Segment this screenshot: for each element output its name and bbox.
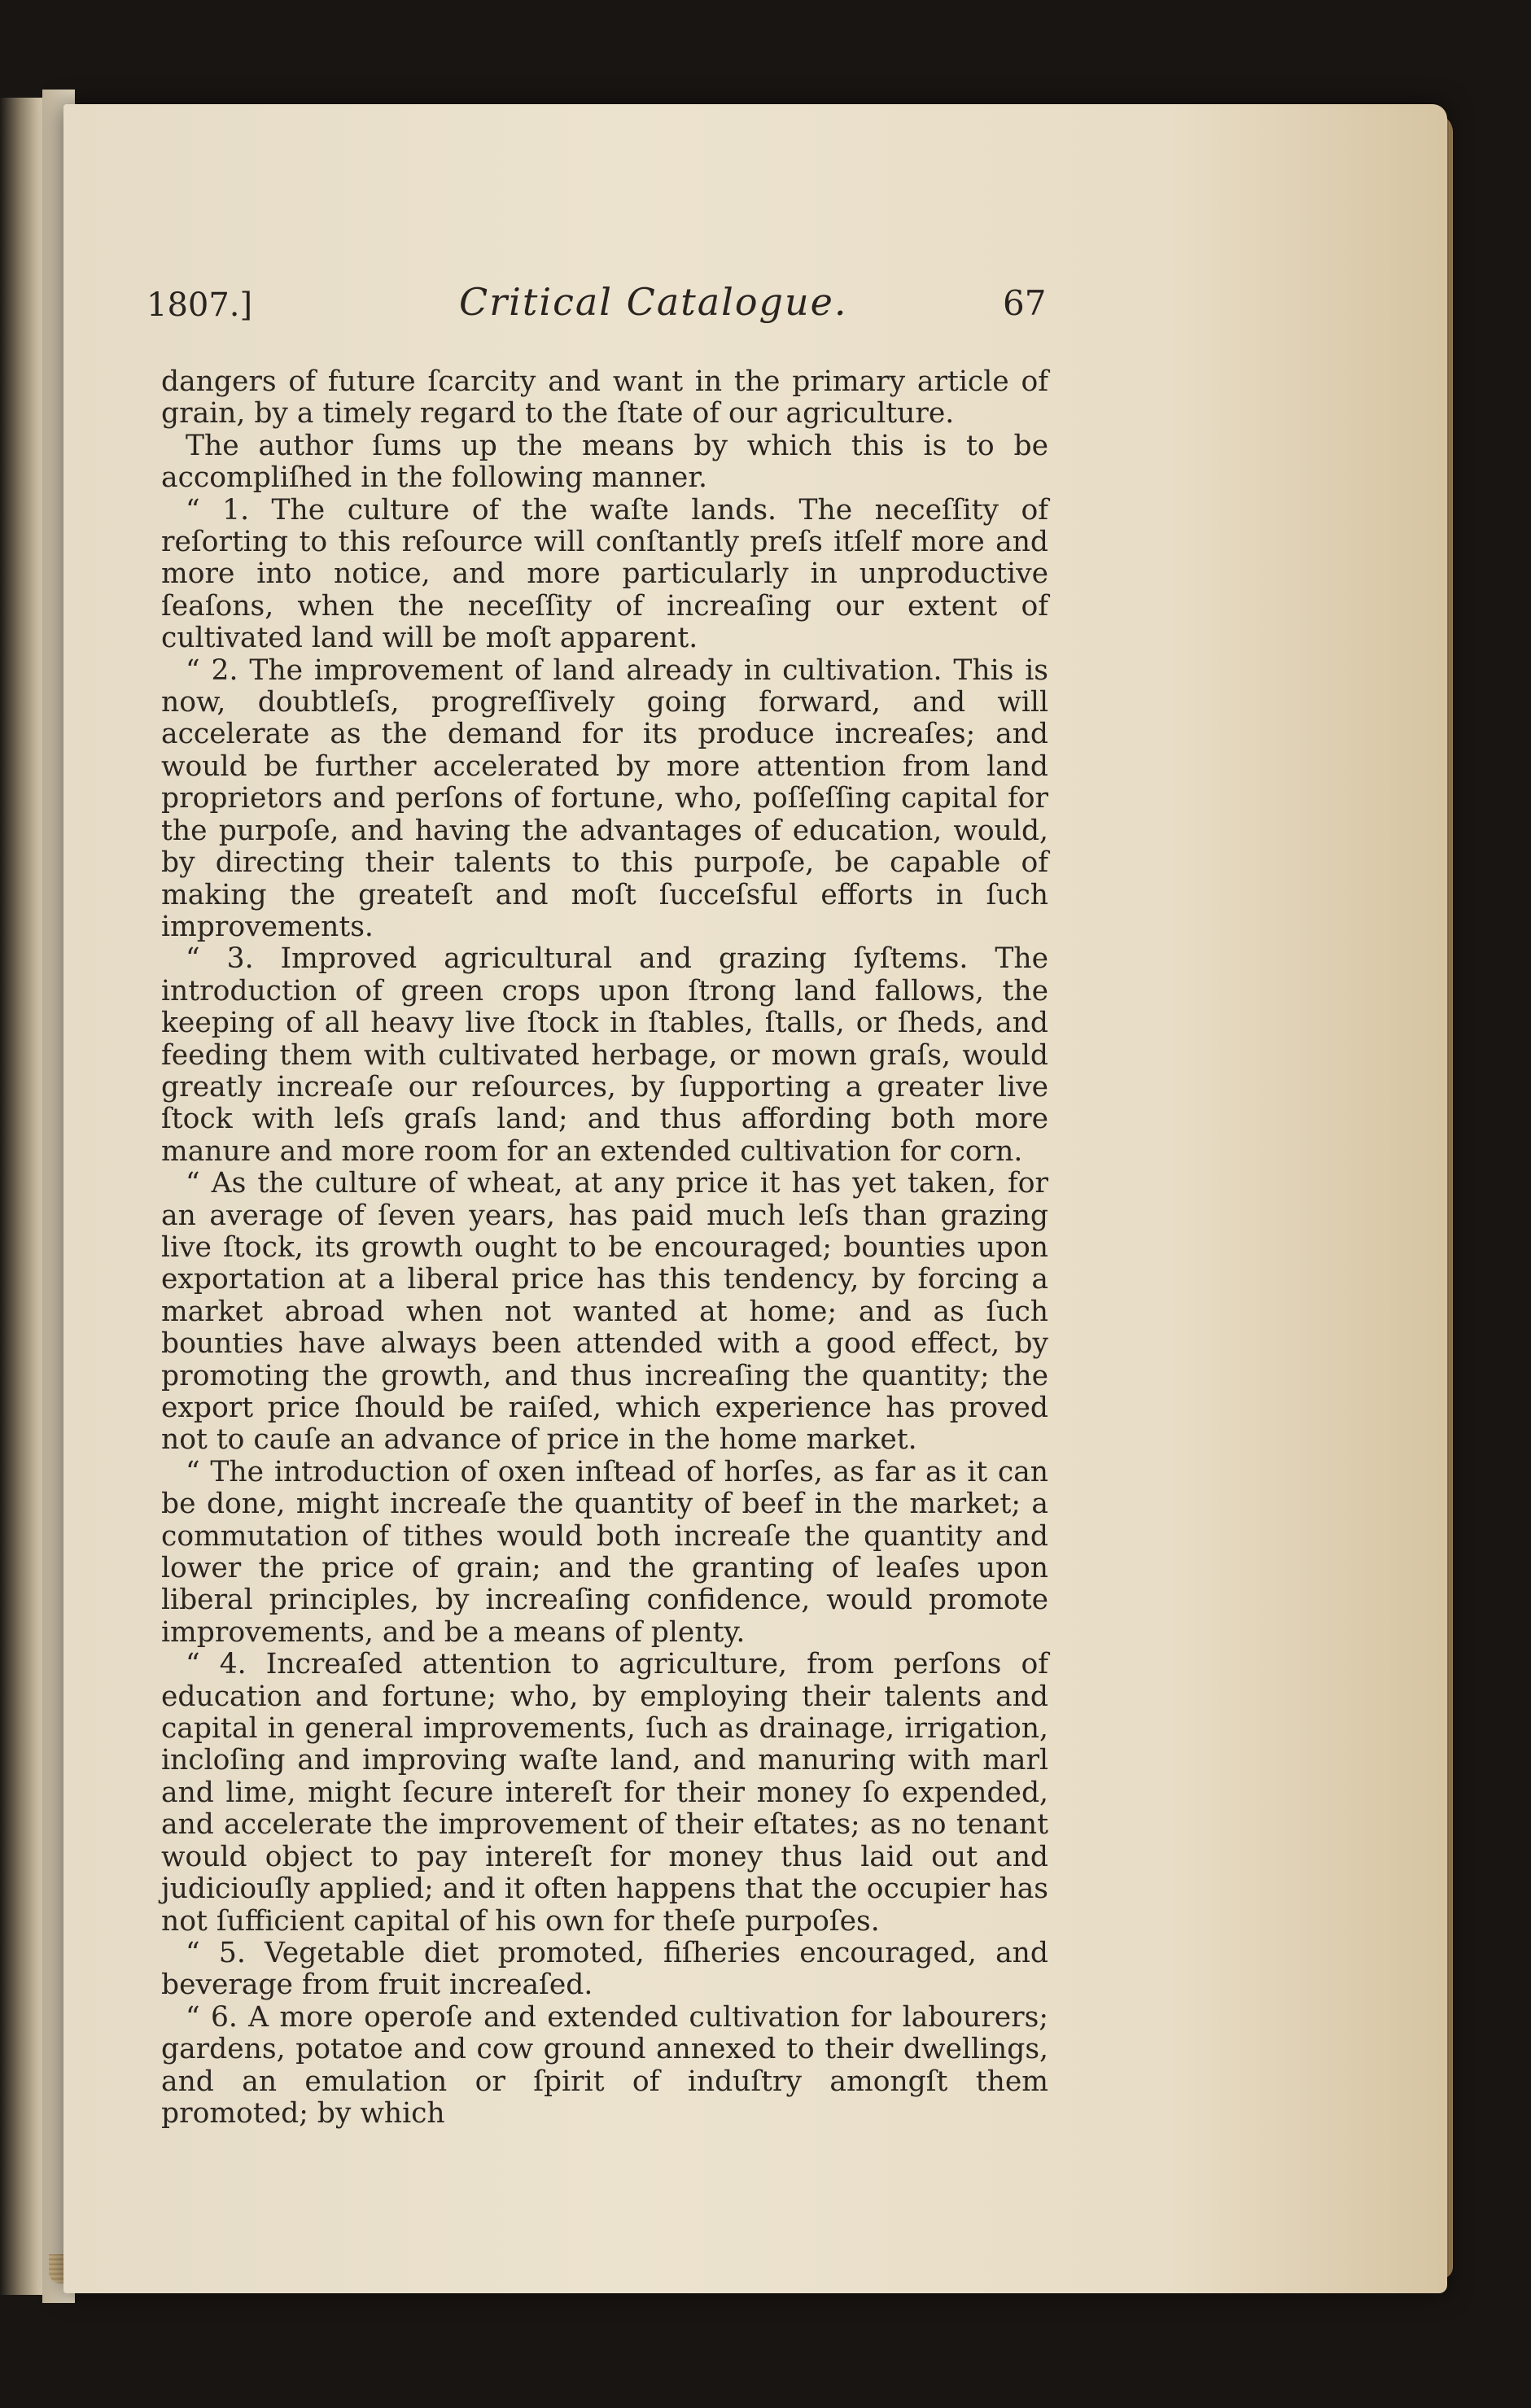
paragraph: The author ſums up the means by which this is to be accompliſhed in the following manner. bbox=[161, 429, 1048, 495]
paragraph: “ As the culture of wheat, at any price it has yet taken, for an average of ſeven years, has paid much leſs than grazing live ſtock, its growth ought to be encouraged; bounties upon exportation at a liberal price has this tendency, by forcing a market abroad when not wanted at home; and as ſuch bounties have always been attended with a good effect, by promoting the growth, and thus increaſing the quantity; the export price ſhould be raiſed, which experience has proved not to cauſe an advance of price in the home market. bbox=[161, 1167, 1048, 1457]
paragraph: “ 6. A more operoſe and extended cultivation for labourers; gardens, potatoe and cow ground annexed to their dwellings, and an emulation or ſpirit of induſtry amongſt them promoted; by which bbox=[161, 2000, 1048, 2130]
running-header bbox=[147, 280, 1047, 343]
paragraph: “ 2. The improvement of land already in cultivation. This is now, doubtleſs, progreſſively going forward, and will accelerate as the demand for its produce increaſes; and would be further accelerated by more attention from land proprietors and perſons of fortune, who, poſſeſſing capital for the purpoſe, and having the advantages of education, would, by directing their talents to this purpoſe, be capable of making the greateſt and moſt ſucceſsful efforts in ſuch improvements. bbox=[161, 653, 1048, 943]
header-year: 1807.] bbox=[147, 286, 253, 324]
paragraph: “ 4. Increaſed attention to agriculture, from perſons of education and fortune; who, by employing their talents and capital in general improvements, ſuch as drainage, irrigation, incloſing and improving waſte land, and manuring with marl and lime, might ſecure intereſt for their money ſo expended, and accelerate the improvement of their eſtates; as no tenant would object to pay intereſt for money thus laid out and judiciouſly applied; and it often happens that the occupier has not ſufficient capital of his own for theſe purpoſes. bbox=[161, 1648, 1048, 1938]
paragraph: “ 1. The culture of the waſte lands. The neceſſity of reſorting to this reſource will conſtantly preſs itſelf more and more into notice, and more particularly in unproductive ſeaſons, when the neceſſity of increaſing our extent of cultivated land will be moſt apparent. bbox=[161, 493, 1048, 655]
page-number: 67 bbox=[1003, 283, 1047, 323]
facing-page-edge bbox=[0, 98, 47, 2295]
paragraph: “ The introduction of oxen inſtead of horſes, as far as it can be done, might increaſe the quantity of beef in the market; a commutation of tithes would both increaſe the quantity and lower the price of grain; and the granting of leaſes upon liberal principles, by increaſing confidence, would promote improvements, and be a means of plenty. bbox=[161, 1455, 1048, 1649]
body-text bbox=[161, 366, 1048, 2130]
paragraph: “ 3. Improved agricultural and grazing ſyſtems. The introduction of green crops upon ſtrong land fallows, the keeping of all heavy live ſtock in ſtables, ſtalls, or ſheds, and feeding them with cultivated herbage, or mown graſs, would greatly increaſe our reſources, by ſupporting a greater live ſtock with leſs graſs land; and thus affording both more manure and more room for an extended cultivation for corn. bbox=[161, 942, 1048, 1168]
header-title: Critical Catalogue. bbox=[459, 280, 848, 324]
paragraph: “ 5. Vegetable diet promoted, fiſheries encouraged, and beverage from fruit increaſed. bbox=[161, 1936, 1048, 2002]
paragraph: dangers of future ſcarcity and want in the primary article of grain, by a timely regard to the ſtate of our agriculture. bbox=[161, 365, 1048, 430]
